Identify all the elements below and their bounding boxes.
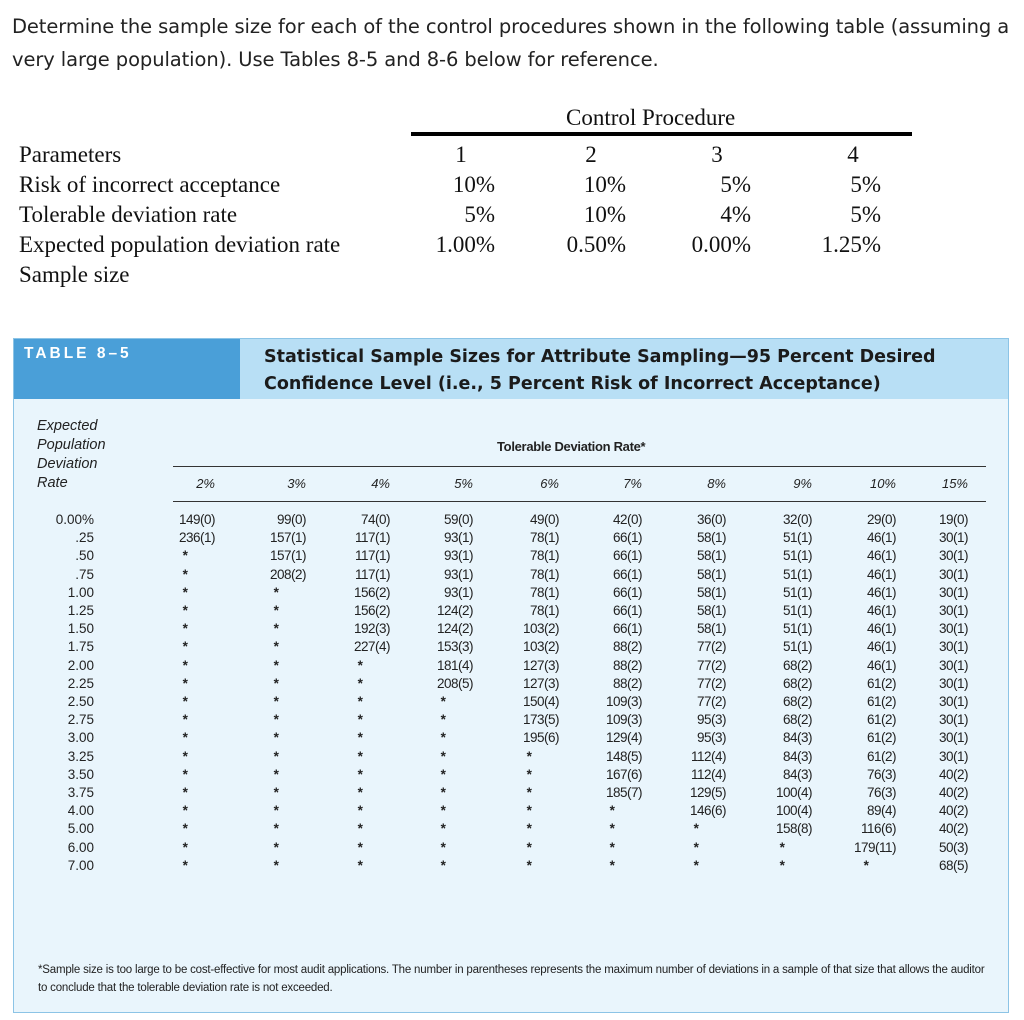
cell-too-large-marker: * [526,839,532,855]
cell-too-large-marker: * [182,621,188,637]
table-cell: 40(2) [938,803,968,819]
table-cell: 66(1) [612,566,642,582]
table-cell: 59(0) [443,512,473,527]
table-cell: 156(2) [353,603,390,618]
cell-too-large-marker: * [273,603,279,618]
table-cell: 51(1) [782,639,812,655]
cell-too-large-marker: * [273,657,279,673]
table-cell: 30(1) [938,548,968,564]
table-cell: 89(4) [866,803,896,819]
table-cell: 112(4) [690,766,726,782]
table-cell: 51(1) [782,584,812,600]
column-header: 9% [793,476,812,491]
table-cell: 58(1) [696,566,726,582]
cell-too-large-marker: * [273,694,279,709]
cell-too-large-marker: * [182,803,188,819]
table-cell: 78(1) [529,584,559,600]
table-cell: 46(1) [866,639,896,655]
risk-1: 10% [452,172,495,197]
table-cell: 103(2) [522,639,559,655]
cell-too-large-marker: * [609,821,615,837]
table-cell: 51(1) [782,530,812,546]
cell-too-large-marker: * [440,785,446,800]
row-label-sample-size: Sample size [19,262,130,287]
table-cell: 46(1) [866,657,896,673]
cell-too-large-marker: * [440,730,446,746]
table-cell: 66(1) [612,530,642,546]
cell-too-large-marker: * [273,621,279,637]
cell-too-large-marker: * [273,857,279,873]
cell-too-large-marker: * [182,694,188,709]
table-cell: 61(2) [866,694,896,709]
cell-too-large-marker: * [357,675,363,691]
table-cell: 208(2) [269,566,306,582]
table-cell: 30(1) [938,603,968,618]
table-cell: 51(1) [782,603,812,618]
cell-too-large-marker: * [609,803,615,819]
table-cell: 88(2) [612,657,642,673]
table-cell: 100(4) [775,785,812,800]
cell-too-large-marker: * [609,857,615,873]
table-cell: 76(3) [866,785,896,800]
cell-too-large-marker: * [440,857,446,873]
table-title-line-1: Statistical Sample Sizes for Attribute Sampling—95 Percent Desired [264,347,936,367]
expected-3: 0.00% [691,232,751,257]
table-cell: 109(3) [605,712,642,728]
epdr-header-line-2: Population [37,437,106,453]
table-cell: 51(1) [782,548,812,564]
table-cell: 93(1) [443,584,473,600]
rate-label: .50 [75,548,94,564]
table-cell: 74(0) [360,512,390,527]
parameters-table [0,100,1024,300]
cell-too-large-marker: * [182,584,188,600]
table-cell: 78(1) [529,548,559,564]
table-cell: 167(6) [605,766,642,782]
epdr-header [37,417,106,493]
cell-too-large-marker: * [526,766,532,782]
cell-too-large-marker: * [526,785,532,800]
table-cell: 68(2) [782,694,812,709]
table-cell: 93(1) [443,530,473,546]
table-cell: 30(1) [938,584,968,600]
row-label-expected: Expected population deviation rate [19,232,341,257]
cell-too-large-marker: * [440,694,446,709]
cell-too-large-marker: * [357,748,363,764]
table-cell: 77(2) [696,639,726,655]
table-cell: 30(1) [938,657,968,673]
cell-too-large-marker: * [182,821,188,837]
table-cell: 153(3) [436,639,473,655]
table-cell: 129(5) [689,785,726,800]
column-header: 2% [196,476,215,491]
table-cell: 61(2) [866,712,896,728]
cell-too-large-marker: * [357,821,363,837]
cell-too-large-marker: * [693,821,699,837]
cell-too-large-marker: * [182,566,188,582]
table-cell: 68(5) [938,857,968,873]
table-footnote: *Sample size is too large to be cost-effective for most audit applications. The number in parentheses represents the maximum number of deviations in a sample of that size that allows the auditor to conclude that the tolerable deviation rate is not exceeded. [38,964,985,994]
table-cell: 95(3) [696,730,726,746]
table-cell: 156(2) [353,584,390,600]
risk-4: 5% [850,172,881,197]
cell-too-large-marker: * [182,857,188,873]
rate-label: 3.75 [67,785,94,800]
tolerable-1: 5% [464,202,495,227]
column-header: 6% [540,476,559,491]
table-cell: 78(1) [529,566,559,582]
cell-too-large-marker: * [440,748,446,764]
table-cell: 77(2) [696,675,726,691]
procedure-3-number: 3 [711,142,723,167]
rate-label: 1.25 [67,603,94,618]
table-cell: 103(2) [522,621,559,637]
cell-too-large-marker: * [357,839,363,855]
rate-label: 3.50 [67,766,94,782]
table-cell: 84(3) [782,748,812,764]
epdr-header-line-3: Deviation [37,456,98,472]
rate-label: 1.00 [67,584,94,600]
tolerable-3: 4% [720,202,751,227]
table-cell: 157(1) [269,548,306,564]
table-cell: 32(0) [782,512,812,527]
row-label-parameters: Parameters [19,142,122,167]
control-procedure-header: Control Procedure [566,105,736,130]
table-cell: 117(1) [354,566,390,582]
table-cell: 68(2) [782,657,812,673]
rate-label: 2.00 [67,657,94,673]
cell-too-large-marker: * [273,712,279,728]
tolerable-deviation-rate-header: Tolerable Deviation Rate* [497,439,646,454]
table-cell: 30(1) [938,730,968,746]
column-header: 4% [371,476,390,491]
cell-too-large-marker: * [273,803,279,819]
table-cell: 61(2) [866,730,896,746]
rate-label: .25 [75,530,94,546]
table-cell: 50(3) [938,839,968,855]
table-cell: 195(6) [522,730,559,746]
table-cell: 58(1) [696,603,726,618]
cell-too-large-marker: * [357,803,363,819]
table-cell: 117(1) [354,530,390,546]
cell-too-large-marker: * [440,803,446,819]
cell-too-large-marker: * [357,712,363,728]
cell-too-large-marker: * [440,712,446,728]
cell-too-large-marker: * [182,839,188,855]
rate-label: 2.25 [67,675,94,691]
table-cell: 93(1) [443,548,473,564]
table-cell: 46(1) [866,621,896,637]
column-header: 8% [707,476,726,491]
table-cell: 78(1) [529,603,559,618]
table-cell: 19(0) [938,512,968,527]
table-cell: 99(0) [276,512,306,527]
procedure-4-number: 4 [847,142,859,167]
table-cell: 58(1) [696,548,726,564]
table-cell: 181(4) [436,657,473,673]
rate-label: 3.00 [67,730,94,746]
table-cell: 66(1) [612,548,642,564]
expected-4: 1.25% [821,232,881,257]
cell-too-large-marker: * [526,821,532,837]
cell-too-large-marker: * [273,766,279,782]
table-cell: 30(1) [938,530,968,546]
cell-too-large-marker: * [182,785,188,800]
epdr-header-line-4: Rate [37,475,68,491]
rate-label: 3.25 [67,748,94,764]
table-cell: 46(1) [866,603,896,618]
table-cell: 227(4) [353,639,390,655]
table-title [264,344,936,398]
table-cell: 124(2) [436,603,473,618]
cell-too-large-marker: * [273,785,279,800]
cell-too-large-marker: * [182,748,188,764]
table-cell: 30(1) [938,694,968,709]
cell-too-large-marker: * [182,657,188,673]
table-cell: 30(1) [938,639,968,655]
table-cell: 78(1) [529,530,559,546]
cell-too-large-marker: * [182,766,188,782]
rate-label: .75 [75,566,94,582]
column-header: 5% [454,476,473,491]
table-cell: 88(2) [612,639,642,655]
cell-too-large-marker: * [440,839,446,855]
cell-too-large-marker: * [182,639,188,655]
table-cell: 127(3) [522,675,559,691]
cell-too-large-marker: * [357,857,363,873]
cell-too-large-marker: * [182,603,188,618]
rate-label: 2.75 [67,712,94,728]
table-8-5 [13,338,1009,1013]
table-cell: 40(2) [938,785,968,800]
rate-label: 2.50 [67,694,94,709]
column-header: 10% [869,476,896,491]
table-cell: 46(1) [866,530,896,546]
table-cell: 76(3) [866,766,896,782]
cell-too-large-marker: * [440,766,446,782]
column-header: 3% [287,476,306,491]
table-cell: 66(1) [612,621,642,637]
table-cell: 116(6) [860,821,896,837]
table-cell: 173(5) [522,712,559,728]
risk-2: 10% [583,172,626,197]
table-cell: 148(5) [605,748,642,764]
table-cell: 157(1) [269,530,306,546]
table-tag-box [14,339,240,399]
table-cell: 208(5) [436,675,473,691]
epdr-header-line-1: Expected [37,418,98,434]
table-cell: 58(1) [696,621,726,637]
table-cell: 112(4) [690,748,726,764]
table-cell: 61(2) [866,748,896,764]
table-cell: 149(0) [178,512,215,527]
table-cell: 77(2) [696,694,726,709]
question-text: Determine the sample size for each of the control procedures shown in the following table (assuming a very large population). Use Tables 8-5 and 8-6 below for reference. [12,15,1010,71]
table-cell: 93(1) [443,566,473,582]
rate-label: 4.00 [67,803,94,819]
table-title-line-2: Confidence Level (i.e., 5 Percent Risk of Incorrect Acceptance) [264,374,881,394]
cell-too-large-marker: * [779,839,785,855]
cell-too-large-marker: * [779,857,785,873]
cell-too-large-marker: * [273,639,279,655]
table-cell: 185(7) [605,785,642,800]
cell-too-large-marker: * [526,748,532,764]
table-cell: 58(1) [696,584,726,600]
cell-too-large-marker: * [273,584,279,600]
cell-too-large-marker: * [182,730,188,746]
table-cell: 30(1) [938,675,968,691]
cell-too-large-marker: * [526,803,532,819]
table-cell: 127(3) [522,657,559,673]
column-header: 7% [623,476,642,491]
table-cell: 88(2) [612,675,642,691]
table-cell: 61(2) [866,675,896,691]
table-tag: TABLE 8–5 [24,345,132,362]
rate-label: 7.00 [67,857,94,873]
cell-too-large-marker: * [182,712,188,728]
rate-label: 6.00 [67,839,94,855]
table-cell: 129(4) [605,730,642,746]
table-cell: 58(1) [696,530,726,546]
table-cell: 40(2) [938,766,968,782]
table-cell: 46(1) [866,584,896,600]
table-cell: 49(0) [529,512,559,527]
table-cell: 29(0) [866,512,896,527]
table-cell: 117(1) [354,548,390,564]
cell-too-large-marker: * [357,785,363,800]
table-cell: 30(1) [938,566,968,582]
table-cell: 66(1) [612,584,642,600]
header-rule-bottom [173,501,986,502]
table-cell: 30(1) [938,712,968,728]
control-procedure-rule [411,132,912,136]
cell-too-large-marker: * [526,857,532,873]
rate-label: 0.00% [55,512,94,527]
table-cell: 77(2) [696,657,726,673]
table-cell: 100(4) [775,803,812,819]
table-cell: 66(1) [612,603,642,618]
table-cell: 68(2) [782,675,812,691]
cell-too-large-marker: * [357,657,363,673]
table-cell: 30(1) [938,748,968,764]
cell-too-large-marker: * [357,766,363,782]
table-cell: 51(1) [782,621,812,637]
cell-too-large-marker: * [182,548,188,564]
row-label-risk: Risk of incorrect acceptance [19,172,281,197]
table-cell: 236(1) [178,530,215,546]
risk-3: 5% [720,172,751,197]
table-title-box [240,339,1008,399]
tolerable-4: 5% [850,202,881,227]
cell-too-large-marker: * [693,857,699,873]
table-cell: 192(3) [353,621,390,637]
procedure-1-number: 1 [455,142,467,167]
rate-label: 1.75 [67,639,94,655]
expected-2: 0.50% [566,232,626,257]
procedure-2-number: 2 [585,142,597,167]
cell-too-large-marker: * [357,730,363,746]
table-cell: 124(2) [436,621,473,637]
table-cell: 68(2) [782,712,812,728]
tolerable-2: 10% [583,202,626,227]
expected-1: 1.00% [435,232,495,257]
cell-too-large-marker: * [273,839,279,855]
table-cell: 40(2) [938,821,968,837]
cell-too-large-marker: * [609,839,615,855]
cell-too-large-marker: * [693,839,699,855]
table-cell: 46(1) [866,566,896,582]
table-cell: 30(1) [938,621,968,637]
table-cell: 42(0) [612,512,642,527]
table-cell: 36(0) [696,512,726,527]
table-cell: 95(3) [696,712,726,728]
table-cell: 84(3) [782,730,812,746]
table-cell: 51(1) [782,566,812,582]
table-cell: 150(4) [522,694,559,709]
table-cell: 158(8) [775,821,812,837]
rate-label: 1.50 [67,621,94,637]
table-cell: 146(6) [689,803,726,819]
cell-too-large-marker: * [273,730,279,746]
table-cell: 179(11) [853,839,896,855]
cell-too-large-marker: * [273,748,279,764]
cell-too-large-marker: * [273,675,279,691]
cell-too-large-marker: * [440,821,446,837]
rate-label: 5.00 [67,821,94,837]
table-cell: 46(1) [866,548,896,564]
cell-too-large-marker: * [182,675,188,691]
column-header: 15% [941,476,968,491]
row-label-tolerable: Tolerable deviation rate [19,202,238,227]
cell-too-large-marker: * [273,821,279,837]
cell-too-large-marker: * [863,857,869,873]
header-rule-top [173,466,986,467]
table-cell: 109(3) [605,694,642,709]
table-cell: 84(3) [782,766,812,782]
cell-too-large-marker: * [357,694,363,709]
